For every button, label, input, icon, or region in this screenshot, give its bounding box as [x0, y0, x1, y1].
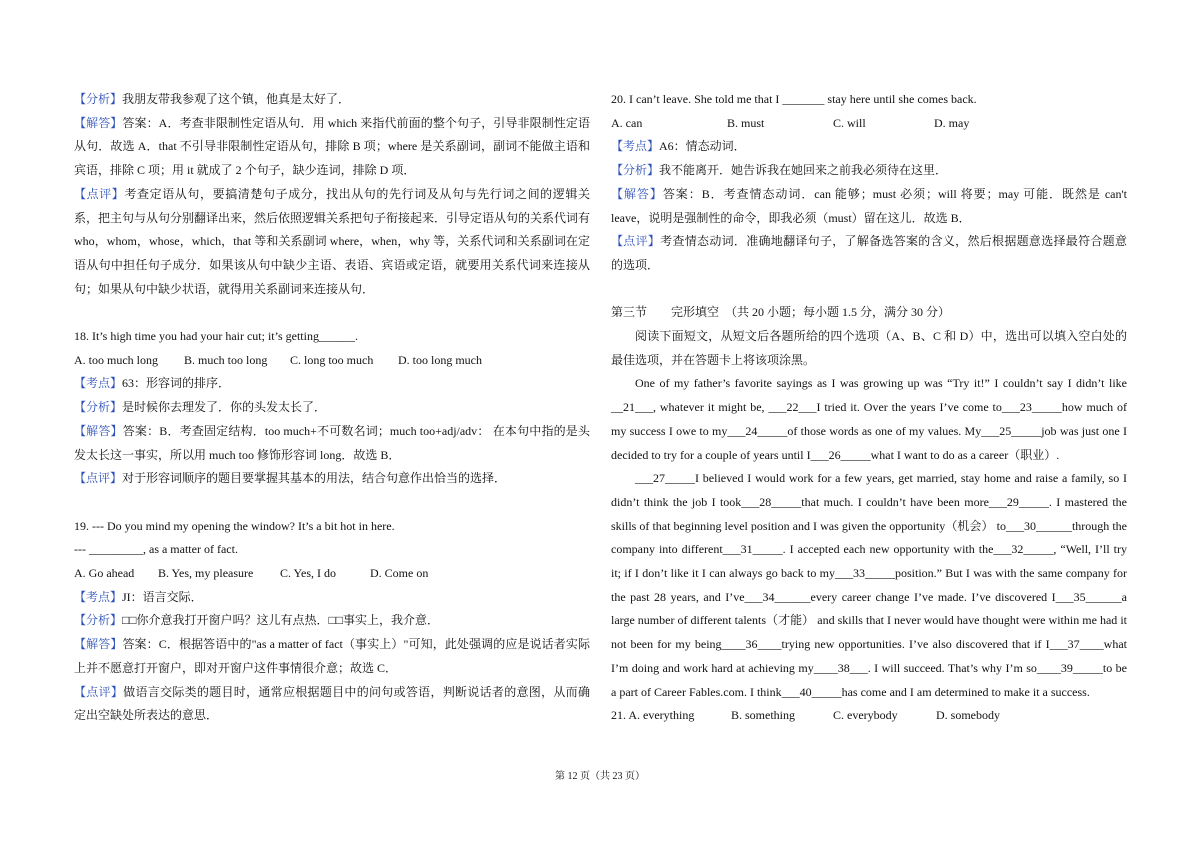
- q19-options: [74, 562, 590, 586]
- tag-answer: 【解答】: [74, 115, 123, 130]
- option-a: A. can: [611, 115, 643, 130]
- tag-analysis: 【分析】: [74, 613, 123, 628]
- q19-stem2: --- _________, as a matter of fact.: [74, 542, 238, 557]
- option-d: D. may: [934, 115, 970, 130]
- tag-analysis: 【分析】: [74, 92, 123, 106]
- section-title: 第三节 完形填空 （共 20 小题；每小题 1.5 分，满分 30 分）: [611, 305, 951, 320]
- tag-comment: 【点评】: [74, 186, 125, 201]
- q18-point: 【考点】63：形容词的排序．: [74, 376, 231, 391]
- q20-point: 【考点】A6：情态动词．: [611, 139, 746, 154]
- option-d: D. Come on: [370, 566, 429, 581]
- q18-comment: 【点评】对于形容词顺序的题目要掌握其基本的用法，结合句意作出恰当的选择．: [74, 471, 507, 486]
- q17-comment: 【点评】考查定语从句，要搞清楚句子成分，找出从句的先行词及从句与先行词之间的逻辑关系，把主句与从句分别翻译出来，然后依照逻辑关系把句子衔接起来．引导定语从句的关系代词有 who，whom，whose，which，that 等和关系副词 where，when，why 等，关系代词和关系副词在定语从句中担任句子成分．如果该从句中缺少主语、表语、宾语或定语，就要用关系代词来连接从句；如果从句中缺少状语，就得用关系副词来连接从句．: [74, 186, 591, 296]
- tag-answer: 【解答】: [74, 423, 123, 438]
- passage-paragraph-1: One of my father’s favorite sayings as I was growing up was “Try it!” I couldn’t say I didn’t like __21___, whatever it might be, ___22___I tried it. Over the years I’ve come to___23_____how much of my success I owe to my___24_____of those words as one of my values. My___25_____job was just one I decided to try for a couple of years until I___26_____what I want to do as a career（职业）.: [611, 376, 1127, 462]
- q19-answer: 【解答】答案：C．根据答语中的"as a matter of fact（事实上）"可知，此处强调的应是说话者实际上并不愿意打开窗户，即对开窗户这件事情很介意；故选 C．: [74, 637, 590, 675]
- option-b: B. much too long: [184, 352, 268, 367]
- option-c: C. Yes, I do: [280, 566, 337, 581]
- q20-stem: 20. I can’t leave. She told me that I _______ stay here until she comes back.: [611, 92, 977, 106]
- page-footer: 第 12 页（共 23 页）: [555, 771, 645, 782]
- q19-analysis: 【分析】□□你介意我打开窗户吗？这儿有点热．□□事实上，我介意．: [74, 613, 440, 628]
- option-a: A. too much long: [74, 352, 158, 367]
- tag-comment: 【点评】: [611, 234, 661, 249]
- right-column: [611, 88, 1127, 728]
- instructions: 阅读下面短文，从短文后各题所给的四个选项（A、B、C 和 D）中，选出可以填入空白处的最佳选项，并在答题卡上将该项涂黑。: [611, 329, 1127, 367]
- q19-comment: 【点评】做语言交际类的题目时，通常应根据题目中的问句或答语，判断说话者的意图，从而确定出空缺处所表达的意思．: [74, 684, 590, 723]
- q19-point: 【考点】JI：语言交际．: [74, 589, 203, 604]
- option-c: C. long too much: [290, 352, 374, 367]
- tag-point: 【考点】: [74, 589, 123, 604]
- passage-paragraph-2: ___27_____I believed I would work for a few years, get married, stay home and raise a family, so I didn’t think the job I took___28_____that much. I couldn’t have been more___29_____. I mastered the skills of that beginning level position and I was given the opportunity（机会） to___30______through the company into different___31_____. I accepted each new opportunity with the___32_____, “Well, I’ll try it; if I don’t like it I can always go back to my___33_____position.” But I was with the same company for the past 28 years, and I’ve___34______every career change I’ve made. I’ve discovered I___35______a large number of different talents（才能） and skills that I never would have thought were within me had it not been for my being____36____trying new opportunities. I’ve also discovered that if I___37____what I’m doing and work hard at achieving my____38___. I will succeed. That’s why I’m so____39_____to be a part of Career Fables.com. I think___40_____has come and I am determined to make it a success.: [611, 471, 1127, 699]
- option-a: 21. A. everything: [611, 708, 695, 723]
- tag-point: 【考点】: [74, 376, 123, 391]
- q19-stem: 19. --- Do you mind my opening the window? It’s a bit hot in here.: [74, 518, 395, 533]
- tag-answer: 【解答】: [74, 637, 123, 652]
- q20-analysis: 【分析】我不能离开．她告诉我在她回来之前我必须待在这里．: [611, 163, 948, 178]
- option-b: B. must: [727, 115, 765, 130]
- q20-options: [611, 112, 1127, 136]
- q18-stem: 18. It’s high time you had your hair cut; it’s getting______.: [74, 329, 358, 344]
- q18-options: [74, 349, 590, 373]
- tag-comment: 【点评】: [74, 471, 123, 486]
- q17-answer: 【解答】答案：A．考查非限制性定语从句．用 which 来指代前面的整个句子，引导非限制性定语从句．故选 A．that 不引导非限制性定语从句，排除 B 项；where 是关系副词，副词不能做主语和宾语，排除 C 项；用 it 就成了 2 个句子，缺少连词，排除 D 项．: [74, 115, 590, 178]
- tag-comment: 【点评】: [74, 684, 124, 699]
- q20-answer: 【解答】答案：B．考查情态动词．can 能够；must 必须；will 将要；may 可能．既然是 can't leave，说明是强制性的命令，即我必须（must）留在这儿．故选 B．: [611, 186, 1127, 225]
- option-d: D. too long much: [398, 352, 482, 367]
- option-b: B. something: [731, 708, 796, 723]
- option-d: D. somebody: [936, 708, 1000, 723]
- tag-analysis: 【分析】: [611, 163, 660, 178]
- q18-analysis: 【分析】是时候你去理发了．你的头发太长了．: [74, 400, 327, 415]
- q17-analysis: 【分析】我朋友带我参观了这个镇，他真是太好了．: [74, 92, 351, 106]
- q21-options: [611, 704, 1127, 728]
- left-column: [74, 88, 590, 728]
- q18-answer: 【解答】答案：B．考查固定结构．too much+不可数名词；much too+adj/adv： 在本句中指的是头发太长这一事实，所以用 much too 修饰形容词 long．故选 B．: [74, 423, 590, 462]
- option-c: C. everybody: [833, 708, 898, 723]
- option-a: A. Go ahead: [74, 566, 135, 581]
- option-c: C. will: [833, 115, 866, 130]
- tag-point: 【考点】: [611, 139, 660, 154]
- tag-answer: 【解答】: [611, 186, 663, 201]
- option-b: B. Yes, my pleasure: [158, 566, 254, 581]
- q20-comment: 【点评】考查情态动词．准确地翻译句子，了解备选答案的含义，然后根据题意选择最符合题意的选项．: [611, 234, 1127, 272]
- tag-analysis: 【分析】: [74, 400, 123, 415]
